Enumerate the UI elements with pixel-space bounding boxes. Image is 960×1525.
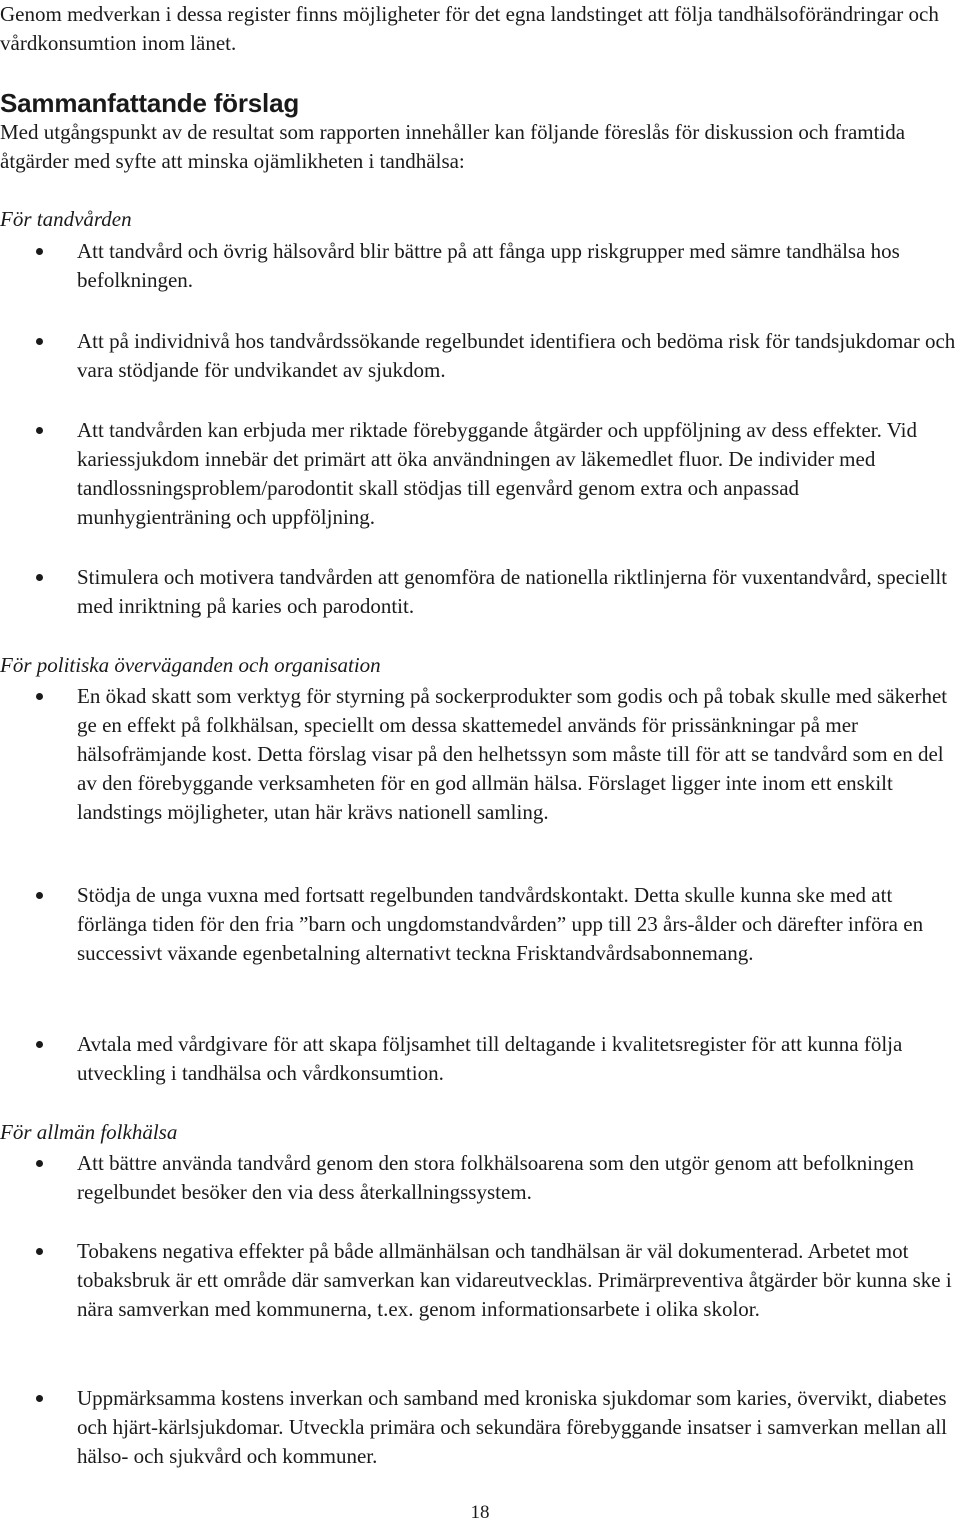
- list-item-text: Att bättre använda tandvård genom den stora folkhälsoarena som den utgör genom att befolkningen regelbundet besöker den via dess återkallningssystem.: [77, 1151, 914, 1204]
- section-heading: Sammanfattande förslag: [0, 88, 300, 118]
- subsection-title-folkhalsa: För allmän folkhälsa: [0, 1120, 178, 1144]
- list-item-text: Stimulera och motivera tandvården att genomföra de nationella riktlinjerna för vuxentandvård, speciellt med inriktning på karies och parodontit.: [77, 565, 948, 618]
- subsection-title-tandvarden: För tandvården: [0, 207, 132, 231]
- bullet-icon: [36, 693, 43, 700]
- bullet-icon: [36, 427, 43, 434]
- page-number: 18: [470, 1502, 490, 1523]
- list-item-text: En ökad skatt som verktyg för styrning på sockerprodukter som godis och på tobak skulle med säkerhet ge en effekt på folkhälsan, speciellt om dessa skattemedel används för prissänkningar på mer hälsofrämjande kost. Detta förslag visar på den helhetssyn som måste till för att se tandvård som en del av den förebyggande verksamheten för en god allmän hälsa. Förslaget ligger inte inom ett enskilt landstings möjligheter, utan här krävs nationell samling.: [77, 684, 948, 824]
- summary-paragraph: Med utgångspunkt av de resultat som rapporten innehåller kan följande föreslås för diskussion och framtida åtgärder med syfte att minska ojämlikheten i tandhälsa:: [0, 120, 906, 173]
- bullet-icon: [36, 1160, 43, 1167]
- bullet-icon: [36, 1395, 43, 1402]
- bullet-icon: [36, 248, 43, 255]
- list-item-text: Att tandvården kan erbjuda mer riktade förebyggande åtgärder och uppföljning av dess effekter. Vid kariessjukdom innebär det primärt att öka användningen av läkemedlet fluor. De individer med tandlossningsproblem/parodontit skall stödjas till egenvård genom extra och anpassad munhygienträning och uppföljning.: [77, 418, 917, 529]
- list-item-text: Tobakens negativa effekter på både allmänhälsan och tandhälsan är väl dokumenterad. Arbetet mot tobaksbruk är ett område där samverkan kan vidareutvecklas. Primärpreventiva åtgärder bör kunna ske i nära samverkan med kommunerna, t.ex. genom informationsarbete i olika skolor.: [77, 1239, 952, 1321]
- intro-paragraph: Genom medverkan i dessa register finns möjligheter för det egna landstinget att följa tandhälsoförändringar och vårdkonsumtion inom länet.: [0, 2, 939, 55]
- list-item-text: Att tandvård och övrig hälsovård blir bättre på att fånga upp riskgrupper med sämre tandhälsa hos befolkningen.: [77, 239, 900, 292]
- subsection-title-politiska: För politiska överväganden och organisation: [0, 653, 381, 677]
- list-item-text: Uppmärksamma kostens inverkan och samband med kroniska sjukdomar som karies, övervikt, diabetes och hjärt-kärlsjukdomar. Utveckla primära och sekundära förebyggande insatser i samverkan mellan all hälso- och sjukvård och kommuner.: [77, 1386, 948, 1468]
- bullet-icon: [36, 892, 43, 899]
- list-item-text: Stödja de unga vuxna med fortsatt regelbunden tandvårdskontakt. Detta skulle kunna ske med att förlänga tiden för den fria ”barn och ungdomstandvården” upp till 23 års-ålder och därefter införa en successivt växande egenbetalning alternativt teckna Frisktandvårdsabonnemang.: [77, 883, 924, 965]
- list-item-text: Att på individnivå hos tandvårdssökande regelbundet identifiera och bedöma risk för tandsjukdomar och vara stödjande för undvikandet av sjukdom.: [77, 329, 956, 382]
- bullet-icon: [36, 1041, 43, 1048]
- bullet-icon: [36, 1248, 43, 1255]
- list-item-text: Avtala med vårdgivare för att skapa följsamhet till deltagande i kvalitetsregister för att kunna följa utveckling i tandhälsa och vårdkonsumtion.: [77, 1032, 903, 1085]
- bullet-icon: [36, 338, 43, 345]
- bullet-icon: [36, 574, 43, 581]
